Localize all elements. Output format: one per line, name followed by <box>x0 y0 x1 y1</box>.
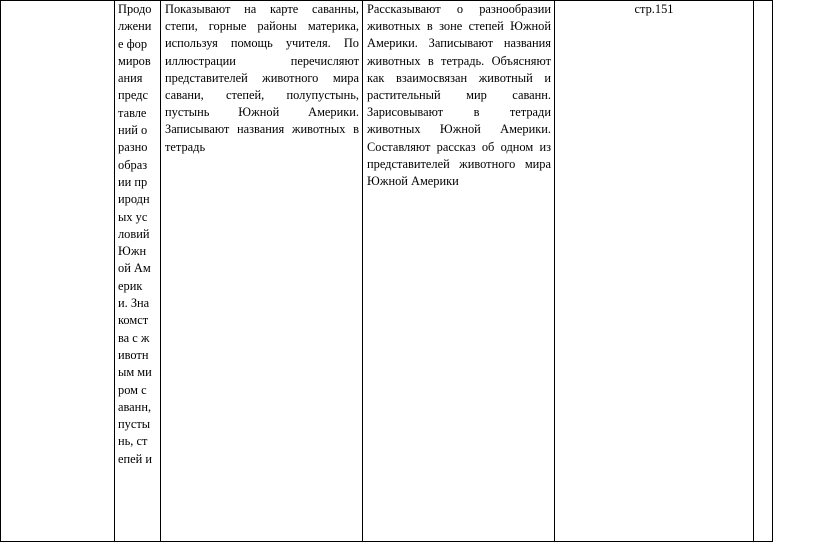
topic-text: Продолжение формирования представлений о разнообразии природных условий Южной Америки. Знакомства с животным миром саванн, пустынь, степей и <box>118 2 152 466</box>
teacher-activity-cell <box>161 1 363 542</box>
topic-cell <box>115 1 161 542</box>
empty-cell-left <box>1 1 115 542</box>
page-reference-cell <box>555 1 754 542</box>
student-activity-cell <box>363 1 555 542</box>
table-row <box>1 1 773 542</box>
student-activity-text: Рассказывают о разнообразии животных в зоне степей Южной Америки. Записывают названия животных в тетрадь. Объясняют как взаимосвязан животный и растительный мир саванн. Зарисовывают в тетради животных Южной Америки. Составляют рассказ об одном из представителей животного мира Южной Америки <box>367 2 551 189</box>
teacher-activity-text: Показывают на карте саванны, степи, горные районы материка, используя помощь учителя. По иллюстрации перечисляют представителей животного мира савани, степей, полупустынь, пустынь Южной Америки. Записывают названия животных в тетрадь <box>165 2 359 154</box>
empty-cell-right <box>754 1 773 542</box>
page-reference-text: стр.151 <box>634 2 674 16</box>
